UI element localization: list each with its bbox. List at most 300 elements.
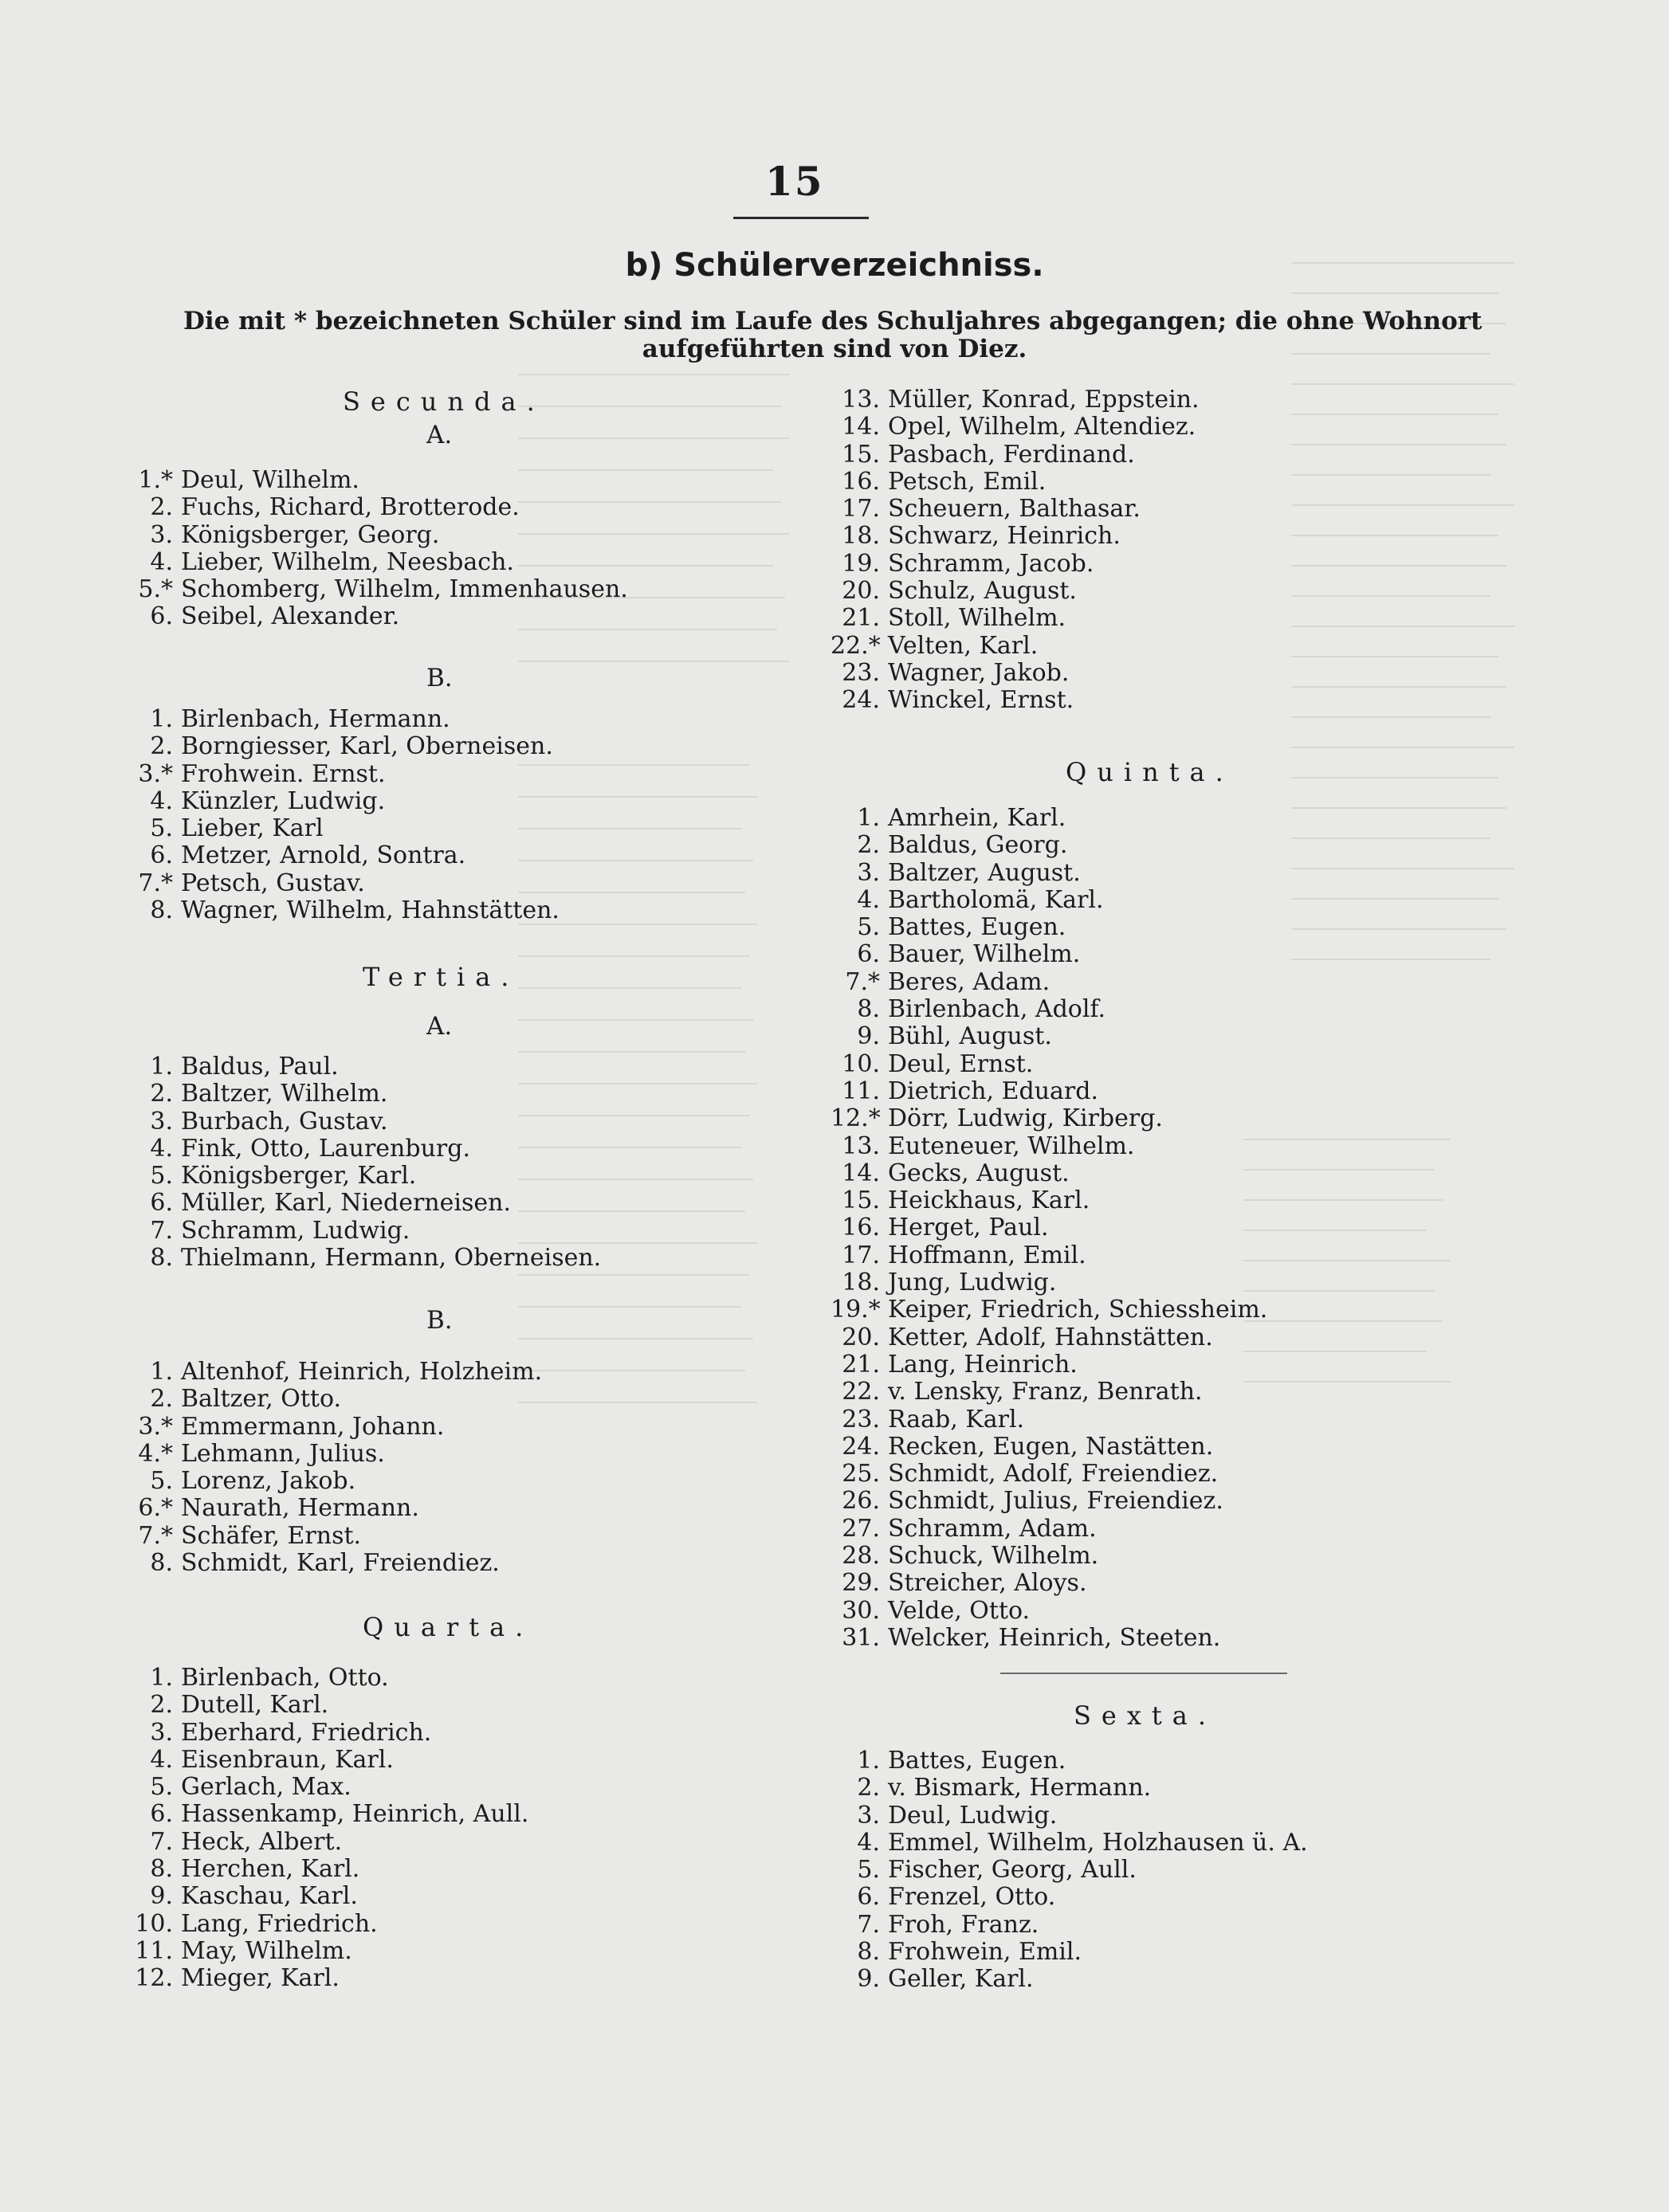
student-entry [132,1108,601,1135]
student-number: 11. [135,1936,173,1965]
student-name: Seibel, Alexander. [181,602,400,631]
list-quinta [831,805,1267,1652]
student-name: Lieber, Wilhelm, Neesbach. [181,547,514,576]
student-entry [132,761,560,788]
student-name: Raab, Karl. [888,1405,1025,1433]
student-name: Frohwein. Ernst. [181,759,386,788]
student-entry [132,522,628,549]
student-name: Deul, Ludwig. [888,1801,1058,1830]
student-entry [831,1543,1267,1570]
student-entry [132,1774,528,1801]
student-name: Deul, Ernst. [888,1049,1034,1078]
student-number: 23. [842,658,880,687]
list-secunda-b [132,706,560,924]
student-entry [831,1598,1267,1625]
student-number: 8. [857,995,880,1024]
student-name: Schmidt, Karl, Freiendiez. [181,1549,500,1578]
student-number: 6. [150,1189,173,1218]
student-name: Baldus, Georg. [888,831,1068,860]
student-number: 3. [150,1718,173,1747]
student-name: Beres, Adam. [888,967,1050,996]
student-name: Eisenbraun, Karl. [181,1745,394,1774]
student-name: Emmel, Wilhelm, Holzhausen ü. A. [888,1828,1308,1857]
student-name: Ketter, Adolf, Hahnstätten. [888,1323,1213,1351]
student-entry [831,1351,1267,1379]
student-number: 25. [842,1460,880,1488]
student-entry [831,551,1200,578]
student-number: 5. [857,1856,880,1885]
student-number: 19. [842,549,880,578]
section-heading-tertia: Tertia. [363,962,520,992]
student-name: Altenhof, Heinrich, Holzheim. [181,1358,543,1386]
student-entry [831,496,1200,523]
student-name: Heickhaus, Karl. [888,1186,1090,1215]
student-entry [831,1747,1308,1775]
student-number: 24. [842,1432,880,1461]
student-number: 4. [150,547,173,576]
student-entry [831,523,1200,550]
student-entry [831,1857,1308,1884]
student-entry [132,1801,528,1828]
student-name: Kaschau, Karl. [181,1882,358,1911]
student-name: Keiper, Friedrich, Schiessheim. [888,1296,1268,1324]
student-number: 1. [150,1053,173,1081]
page-number-rule [733,217,869,219]
student-entry [831,605,1200,632]
student-number: 7.* [845,967,880,996]
student-name: Königsberger, Karl. [181,1162,417,1190]
student-entry [132,1468,542,1495]
student-entry [132,733,560,760]
student-name: Lorenz, Jakob. [181,1467,356,1496]
student-number: 29. [842,1569,880,1598]
student-number: 12. [135,1964,173,1993]
student-name: Schomberg, Wilhelm, Immenhausen. [181,575,628,604]
student-name: Schuck, Wilhelm. [888,1542,1099,1571]
student-number: 30. [842,1596,880,1625]
student-entry [132,1359,542,1386]
student-name: Schäfer, Ernst. [181,1521,362,1550]
student-number: 19.* [831,1296,881,1324]
student-name: Schmidt, Julius, Freiendiez. [888,1487,1223,1516]
student-name: Königsberger, Georg. [181,520,440,549]
student-name: Gecks, August. [888,1159,1070,1187]
page-number: 15 [765,158,824,205]
student-entry [831,1830,1308,1857]
student-number: 15. [842,440,880,469]
student-number: 2. [150,732,173,761]
student-number: 1.* [138,466,173,494]
legend-note: Die mit * bezeichneten Schüler sind im Laufe des Schuljahres abgegangen; die ohne Wohnort [183,307,1482,335]
student-number: 7.* [138,869,173,897]
section-divider [1000,1673,1287,1674]
student-entry [132,1163,601,1190]
student-number: 7. [150,1216,173,1245]
student-name: Künzler, Ludwig. [181,786,386,815]
student-number: 6. [857,940,880,969]
student-entry [132,1495,542,1522]
student-number: 8. [150,1244,173,1273]
student-entry [831,1269,1267,1296]
student-name: Froh, Franz. [888,1910,1039,1939]
student-number: 5. [150,1162,173,1190]
section-heading-sexta: Sexta. [1074,1700,1217,1731]
student-name: Battes, Eugen. [888,1747,1066,1775]
student-name: Baltzer, Otto. [181,1385,342,1414]
student-number: 26. [842,1487,880,1516]
student-number: 28. [842,1542,880,1571]
student-entry [132,870,560,897]
student-number: 5.* [138,575,173,604]
student-entry [831,914,1267,941]
student-name: Winckel, Ernst. [888,686,1074,715]
student-name: Naurath, Hermann. [181,1494,419,1523]
student-name: Gerlach, Max. [181,1773,351,1802]
list-sexta [831,1747,1308,1994]
student-name: Lehmann, Julius. [181,1439,385,1468]
student-number: 18. [842,1269,880,1297]
student-entry [831,1379,1267,1406]
student-name: Lieber, Karl [181,814,324,843]
student-number: 27. [842,1514,880,1543]
student-entry [831,969,1267,996]
subheading-tertia-a: A. [426,1012,453,1041]
subheading-tertia-b: B. [426,1306,453,1335]
student-number: 17. [842,1241,880,1269]
student-number: 4. [857,885,880,914]
student-entry [132,1245,601,1272]
student-entry [831,1488,1267,1515]
student-entry [132,842,560,869]
student-number: 5. [150,814,173,843]
student-name: Schramm, Ludwig. [181,1216,410,1245]
student-number: 20. [842,1323,880,1351]
student-entry [831,1078,1267,1105]
student-number: 3. [150,520,173,549]
student-number: 6.* [138,1494,173,1523]
student-entry [132,1965,528,1992]
student-number: 2. [150,1691,173,1720]
student-name: Hoffmann, Emil. [888,1241,1086,1269]
student-name: Frenzel, Otto. [888,1883,1056,1912]
student-number: 15. [842,1186,880,1215]
student-entry [831,1023,1267,1050]
student-number: 4. [150,1134,173,1163]
student-entry [831,1939,1308,1966]
student-name: Velten, Karl. [888,631,1039,660]
student-entry [132,1938,528,1965]
student-name: Battes, Eugen. [888,913,1066,942]
student-name: Emmermann, Johann. [181,1412,445,1441]
student-number: 2. [150,1385,173,1414]
student-name: Schulz, August. [888,577,1077,606]
student-entry [831,1406,1267,1433]
student-entry [132,1386,542,1413]
subheading-secunda-b: B. [426,664,453,692]
student-number: 4.* [138,1439,173,1468]
student-name: Frohwein, Emil. [888,1938,1082,1967]
student-number: 7. [150,1827,173,1856]
student-entry [132,1218,601,1245]
student-number: 4. [150,1745,173,1774]
student-name: Streicher, Aloys. [888,1569,1087,1598]
student-name: Welcker, Heinrich, Steeten. [888,1623,1221,1652]
student-entry [132,494,628,521]
student-name: Thielmann, Hermann, Oberneisen. [181,1244,602,1273]
student-entry [831,633,1200,660]
student-entry [132,1414,542,1441]
student-entry [831,860,1267,887]
student-number: 6. [150,602,173,631]
student-number: 22. [842,1378,880,1406]
student-number: 1. [857,804,880,832]
student-name: Jung, Ludwig. [888,1269,1057,1297]
student-entry [831,687,1200,714]
student-name: Baltzer, Wilhelm. [181,1080,388,1108]
student-number: 22.* [831,631,881,660]
student-entry [132,1720,528,1747]
student-name: Heck, Albert. [181,1827,343,1856]
student-number: 6. [150,841,173,870]
student-name: Euteneuer, Wilhelm. [888,1131,1135,1160]
student-number: 10. [842,1049,880,1078]
student-name: v. Bismark, Hermann. [888,1774,1152,1802]
student-number: 5. [150,1773,173,1802]
student-number: 6. [150,1800,173,1829]
list-tertia-b [132,1359,542,1577]
student-number: 9. [857,1965,880,1994]
student-entry [132,603,628,630]
student-entry [831,1625,1267,1652]
student-name: Stoll, Wilhelm. [888,604,1066,633]
legend-note-continued: aufgeführten sind von Diez. [642,335,1027,363]
student-number: 18. [842,522,880,551]
student-name: Petsch, Emil. [888,467,1047,496]
student-name: Schramm, Adam. [888,1514,1097,1543]
student-entry [132,1550,542,1577]
section-heading-quarta: Quarta. [363,1612,534,1642]
student-entry [132,815,560,842]
student-name: Velde, Otto. [888,1596,1031,1625]
student-name: Birlenbach, Otto. [181,1664,389,1692]
student-number: 14. [842,413,880,441]
student-name: Birlenbach, Adolf. [888,995,1106,1024]
student-name: Schmidt, Adolf, Freiendiez. [888,1460,1219,1488]
student-name: May, Wilhelm. [181,1936,352,1965]
student-number: 5. [150,1467,173,1496]
list-secunda-a [132,467,628,631]
student-entry [132,706,560,733]
student-number: 4. [857,1828,880,1857]
student-number: 3. [150,1107,173,1135]
student-entry [831,1160,1267,1187]
student-entry [132,788,560,815]
student-number: 2. [857,831,880,860]
student-number: 20. [842,577,880,606]
student-entry [132,1190,601,1217]
student-number: 3. [857,1801,880,1830]
student-name: Schramm, Jacob. [888,549,1094,578]
subheading-secunda-a: A. [426,421,453,449]
list-tertia-a [132,1053,601,1272]
list-secunda-continued [831,386,1200,715]
student-name: Herget, Paul. [888,1214,1049,1242]
student-number: 24. [842,686,880,715]
student-name: Amrhein, Karl. [888,804,1066,832]
student-entry [132,1911,528,1938]
student-number: 11. [842,1077,880,1105]
student-number: 8. [150,896,173,925]
student-number: 1. [150,1664,173,1692]
student-number: 1. [857,1747,880,1775]
student-number: 12.* [831,1104,881,1133]
student-name: Dietrich, Eduard. [888,1077,1098,1105]
student-number: 2. [857,1774,880,1802]
student-entry [831,578,1200,605]
student-entry [831,386,1200,414]
student-name: Geller, Karl. [888,1965,1034,1994]
student-entry [831,660,1200,687]
student-number: 7.* [138,1521,173,1550]
student-name: Petsch, Gustav. [181,869,365,897]
student-number: 21. [842,604,880,633]
student-entry [132,1883,528,1910]
student-entry [132,1747,528,1774]
student-name: Mieger, Karl. [181,1964,340,1993]
student-name: Metzer, Arnold, Sontra. [181,841,466,870]
student-entry [831,941,1267,968]
student-number: 21. [842,1350,880,1379]
student-entry [132,1135,601,1163]
page-title: b) Schülerverzeichniss. [625,247,1044,284]
student-entry [132,1081,601,1108]
student-name: Fink, Otto, Laurenburg. [181,1134,470,1163]
student-number: 8. [150,1549,173,1578]
student-entry [831,1884,1308,1911]
student-entry [132,467,628,494]
student-name: Herchen, Karl. [181,1855,360,1884]
student-name: Bühl, August. [888,1022,1052,1051]
student-number: 2. [150,493,173,522]
student-entry [831,1105,1267,1132]
student-number: 16. [842,1214,880,1242]
student-number: 3.* [138,1412,173,1441]
student-name: Scheuern, Balthasar. [888,495,1141,524]
student-entry [831,996,1267,1023]
student-entry [132,1856,528,1883]
student-number: 13. [842,1131,880,1160]
student-number: 3.* [138,759,173,788]
student-name: Borngiesser, Karl, Oberneisen. [181,732,553,761]
student-entry [831,1051,1267,1078]
student-name: Lang, Friedrich. [181,1909,378,1938]
student-name: Fischer, Georg, Aull. [888,1856,1137,1885]
student-number: 4. [150,786,173,815]
student-entry [831,1187,1267,1214]
student-number: 17. [842,495,880,524]
student-number: 8. [857,1938,880,1967]
student-name: Bartholomä, Karl. [888,885,1104,914]
student-entry [831,1214,1267,1241]
student-number: 13. [842,386,880,414]
student-entry [831,1296,1267,1324]
section-heading-quinta: Quinta. [1066,757,1234,787]
student-entry [132,549,628,576]
student-name: Wagner, Jakob. [888,658,1070,687]
student-name: Müller, Konrad, Eppstein. [888,386,1200,414]
student-entry [831,832,1267,859]
student-name: Dörr, Ludwig, Kirberg. [888,1104,1163,1133]
student-number: 9. [857,1022,880,1051]
student-entry [132,1665,528,1692]
student-name: Müller, Karl, Niederneisen. [181,1189,511,1218]
student-entry [132,1441,542,1468]
student-number: 1. [150,705,173,733]
student-name: Lang, Heinrich. [888,1350,1078,1379]
student-name: Recken, Eugen, Nastätten. [888,1432,1214,1461]
student-number: 9. [150,1882,173,1911]
list-quarta [132,1665,528,1993]
student-name: Birlenbach, Hermann. [181,705,450,733]
student-entry [831,805,1267,832]
student-entry [831,1242,1267,1269]
student-number: 31. [842,1623,880,1652]
student-name: Dutell, Karl. [181,1691,329,1720]
student-entry [831,414,1200,441]
student-entry [831,1133,1267,1160]
student-name: Baldus, Paul. [181,1053,339,1081]
student-name: Hassenkamp, Heinrich, Aull. [181,1800,529,1829]
student-entry [831,1516,1267,1543]
student-number: 2. [150,1080,173,1108]
student-entry [831,1912,1308,1939]
student-number: 14. [842,1159,880,1187]
student-entry [831,1966,1308,1993]
student-entry [132,897,560,924]
student-name: Opel, Wilhelm, Altendiez. [888,413,1196,441]
student-entry [132,1829,528,1856]
section-heading-secunda: Secunda. [343,386,545,417]
student-name: Burbach, Gustav. [181,1107,388,1135]
student-number: 5. [857,913,880,942]
student-entry [831,1433,1267,1461]
student-entry [132,1053,601,1081]
student-entry [831,1775,1308,1802]
student-name: Fuchs, Richard, Brotterode. [181,493,520,522]
student-entry [831,1802,1308,1830]
student-name: Wagner, Wilhelm, Hahnstätten. [181,896,560,925]
student-number: 10. [135,1909,173,1938]
student-entry [132,1692,528,1719]
student-name: Pasbach, Ferdinand. [888,440,1135,469]
student-name: Bauer, Wilhelm. [888,940,1081,969]
student-number: 16. [842,467,880,496]
student-name: Schwarz, Heinrich. [888,522,1121,551]
student-entry [831,469,1200,496]
student-number: 1. [150,1358,173,1386]
student-entry [831,441,1200,469]
student-number: 3. [857,858,880,887]
student-entry [132,576,628,603]
student-name: v. Lensky, Franz, Benrath. [888,1378,1203,1406]
student-entry [831,1570,1267,1597]
student-number: 8. [150,1855,173,1884]
student-number: 6. [857,1883,880,1912]
student-entry [831,1324,1267,1351]
student-entry [132,1523,542,1550]
student-name: Deul, Wilhelm. [181,466,359,494]
student-entry [831,1461,1267,1488]
